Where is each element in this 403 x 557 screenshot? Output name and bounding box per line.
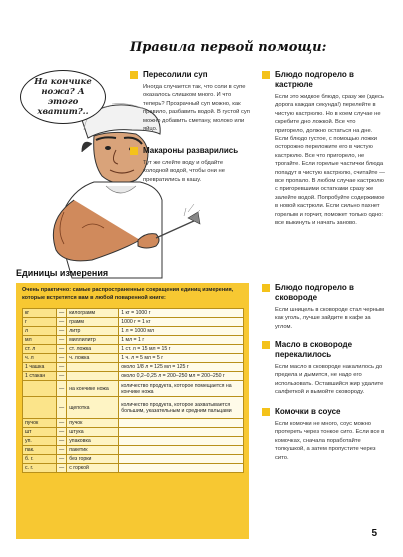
section-body: Тут же слейте воду и обдайте холодной водой, чтобы они не превратились в кашу. — [143, 160, 225, 183]
unit-value-cell — [119, 446, 244, 455]
dash-cell: — — [57, 354, 67, 363]
units-intro: Очень практично: самые распространенные сокращения единиц измерения, которые встретятся вам в любой поваренной книге: — [22, 287, 234, 301]
unit-name-cell: ч. ложка — [67, 354, 119, 363]
unit-abbr-cell: пучок — [23, 419, 57, 428]
dash-cell: — — [57, 372, 67, 381]
bullet-icon — [130, 147, 138, 155]
table-row — [23, 419, 244, 428]
section-burnt-in-pot — [262, 70, 386, 228]
unit-abbr-cell: л — [23, 327, 57, 336]
dash-cell: — — [57, 446, 67, 455]
table-row — [23, 309, 244, 318]
unit-name-cell: с горкой — [67, 464, 119, 473]
units-table — [22, 308, 244, 473]
unit-value-cell — [119, 437, 244, 446]
table-row — [23, 381, 244, 397]
unit-abbr-cell: г — [23, 318, 57, 327]
dash-cell: — — [57, 437, 67, 446]
section-body: Если шницель в сковороде стал черным как уголь, лучше зайдите в кафе за углом. — [275, 307, 385, 330]
bullet-icon — [130, 71, 138, 79]
table-row — [23, 327, 244, 336]
section-body: Если это жидкое блюдо, сразу же (здесь дорога каждая секунда!) перелейте в чистую кастрюлю. Но в коем случае не скребите дно ложкой. Все что пригорело, должно остаться на дне. Если блюдо густое, с помощью ложки осторожно переложите его в чистую кастрюлю. Все что пригорело, не трогайте. Если горелые частички блюда попадут в чистую кастрюлю, считайте — все пропало. В любом случае кастрюлю с пригоревшими остатками сразу же залейте водой. Попробуйте содержимое в новой кастрюли. Если сильно пахнет горелым и горчит, поможет только одно: все выкинуть и начать заново. — [275, 94, 385, 227]
unit-name-cell: на кончике ножа — [67, 381, 119, 397]
unit-value-cell: 1 ст. л = 15 мл = 15 г — [119, 345, 244, 354]
unit-abbr-cell: ч. л — [23, 354, 57, 363]
table-row — [23, 372, 244, 381]
units-title — [16, 268, 108, 278]
page-title: Правила первой помощи: — [130, 40, 327, 55]
table-row — [23, 428, 244, 437]
unit-value-cell: 1 ч. л = 5 мл = 5 г — [119, 354, 244, 363]
section-oversalted-soup — [130, 70, 250, 133]
unit-name-cell: без горки — [67, 455, 119, 464]
unit-value-cell: 1000 г = 1 кг — [119, 318, 244, 327]
unit-abbr-cell: ст. л — [23, 345, 57, 354]
unit-name-cell: миллилитр — [67, 336, 119, 345]
unit-value-cell: около 0,2–0,25 л = 200–250 мл = 200–250 г — [119, 372, 244, 381]
table-row — [23, 354, 244, 363]
table-row — [23, 446, 244, 455]
unit-abbr-cell — [23, 397, 57, 419]
unit-name-cell: пучок — [67, 419, 119, 428]
unit-value-cell: количество продукта, которое захватывается большим, указательным и средним пальцами — [119, 397, 244, 419]
unit-value-cell — [119, 419, 244, 428]
unit-value-cell: 1 мл = 1 г — [119, 336, 244, 345]
bullet-icon — [262, 71, 270, 79]
table-row — [23, 455, 244, 464]
dash-cell: — — [57, 397, 67, 419]
dash-cell: — — [57, 345, 67, 354]
unit-abbr-cell: 1 чашка — [23, 363, 57, 372]
table-row — [23, 437, 244, 446]
unit-name-cell: штука — [67, 428, 119, 437]
dash-cell: — — [57, 318, 67, 327]
unit-name-cell: пакетик — [67, 446, 119, 455]
table-row — [23, 318, 244, 327]
unit-abbr-cell: мл — [23, 336, 57, 345]
unit-name-cell: грамм — [67, 318, 119, 327]
unit-abbr-cell: уп. — [23, 437, 57, 446]
unit-abbr-cell — [23, 381, 57, 397]
bullet-icon — [262, 408, 270, 416]
table-row — [23, 363, 244, 372]
unit-value-cell: 1 кг = 1000 г — [119, 309, 244, 318]
unit-value-cell — [119, 455, 244, 464]
section-overcooked-pasta — [130, 146, 250, 184]
units-title-text: Единицы измерения — [16, 268, 109, 278]
unit-name-cell: килограмм — [67, 309, 119, 318]
section-title: Макароны разварились — [143, 146, 239, 155]
page-number: 5 — [371, 528, 377, 539]
section-lumpy-sauce — [262, 407, 386, 462]
section-title: Пересолили суп — [143, 70, 208, 79]
table-row — [23, 464, 244, 473]
unit-abbr-cell: шт — [23, 428, 57, 437]
unit-name-cell: щепотка — [67, 397, 119, 419]
section-body: Если масло в сковороде накалилось до предела и дымится, не надо его использовать. Оставшийся жир удалите салфеткой и вымойте сковороду. — [275, 364, 384, 396]
section-burnt-in-pan — [262, 283, 386, 331]
unit-value-cell — [119, 428, 244, 437]
unit-name-cell: литр — [67, 327, 119, 336]
table-row — [23, 336, 244, 345]
section-title: Комочки в соусе — [275, 407, 341, 416]
bullet-icon — [262, 341, 270, 349]
table-row — [23, 345, 244, 354]
section-title: Масло в сковороде перекалилось — [275, 340, 353, 359]
dash-cell: — — [57, 464, 67, 473]
unit-abbr-cell: 1 стакан — [23, 372, 57, 381]
section-title: Блюдо подгорело в кастрюле — [275, 70, 354, 89]
unit-name-cell — [67, 363, 119, 372]
unit-abbr-cell: пак. — [23, 446, 57, 455]
table-row — [23, 397, 244, 419]
unit-value-cell — [119, 464, 244, 473]
unit-abbr-cell: кг — [23, 309, 57, 318]
speech-bubble-text: На кончике ножа? А этого хватит?.. — [34, 77, 92, 117]
unit-value-cell: 1 л = 1000 мл — [119, 327, 244, 336]
unit-name-cell: ст. ложка — [67, 345, 119, 354]
section-overheated-oil — [262, 340, 386, 397]
unit-name-cell — [67, 372, 119, 381]
unit-abbr-cell: с. г. — [23, 464, 57, 473]
dash-cell: — — [57, 419, 67, 428]
unit-name-cell: упаковка — [67, 437, 119, 446]
dash-cell: — — [57, 327, 67, 336]
dash-cell: — — [57, 363, 67, 372]
unit-value-cell: количество продукта, которое помещается на кончике ножа — [119, 381, 244, 397]
dash-cell: — — [57, 381, 67, 397]
dash-cell: — — [57, 309, 67, 318]
section-body: Если комочки не много, соус можно протереть через тонкое сито. Если все в комочках, сначала поработайте толкушкой, а затем пропустите через сито. — [275, 421, 385, 461]
speech-bubble — [20, 70, 106, 124]
bullet-icon — [262, 284, 270, 292]
dash-cell: — — [57, 428, 67, 437]
dash-cell: — — [57, 455, 67, 464]
unit-value-cell: около 1/8 л = 125 мл = 125 г — [119, 363, 244, 372]
section-title: Блюдо подгорело в сковороде — [275, 283, 354, 302]
dash-cell: — — [57, 336, 67, 345]
section-body: Иногда случается так, что соли в супе оказалось слишком много. И что теперь? Прозрачный суп можно, как правило, разбавить водой. В густой суп можно добавить сметану, молоко или яйцо. — [143, 84, 250, 133]
unit-abbr-cell: б. г. — [23, 455, 57, 464]
